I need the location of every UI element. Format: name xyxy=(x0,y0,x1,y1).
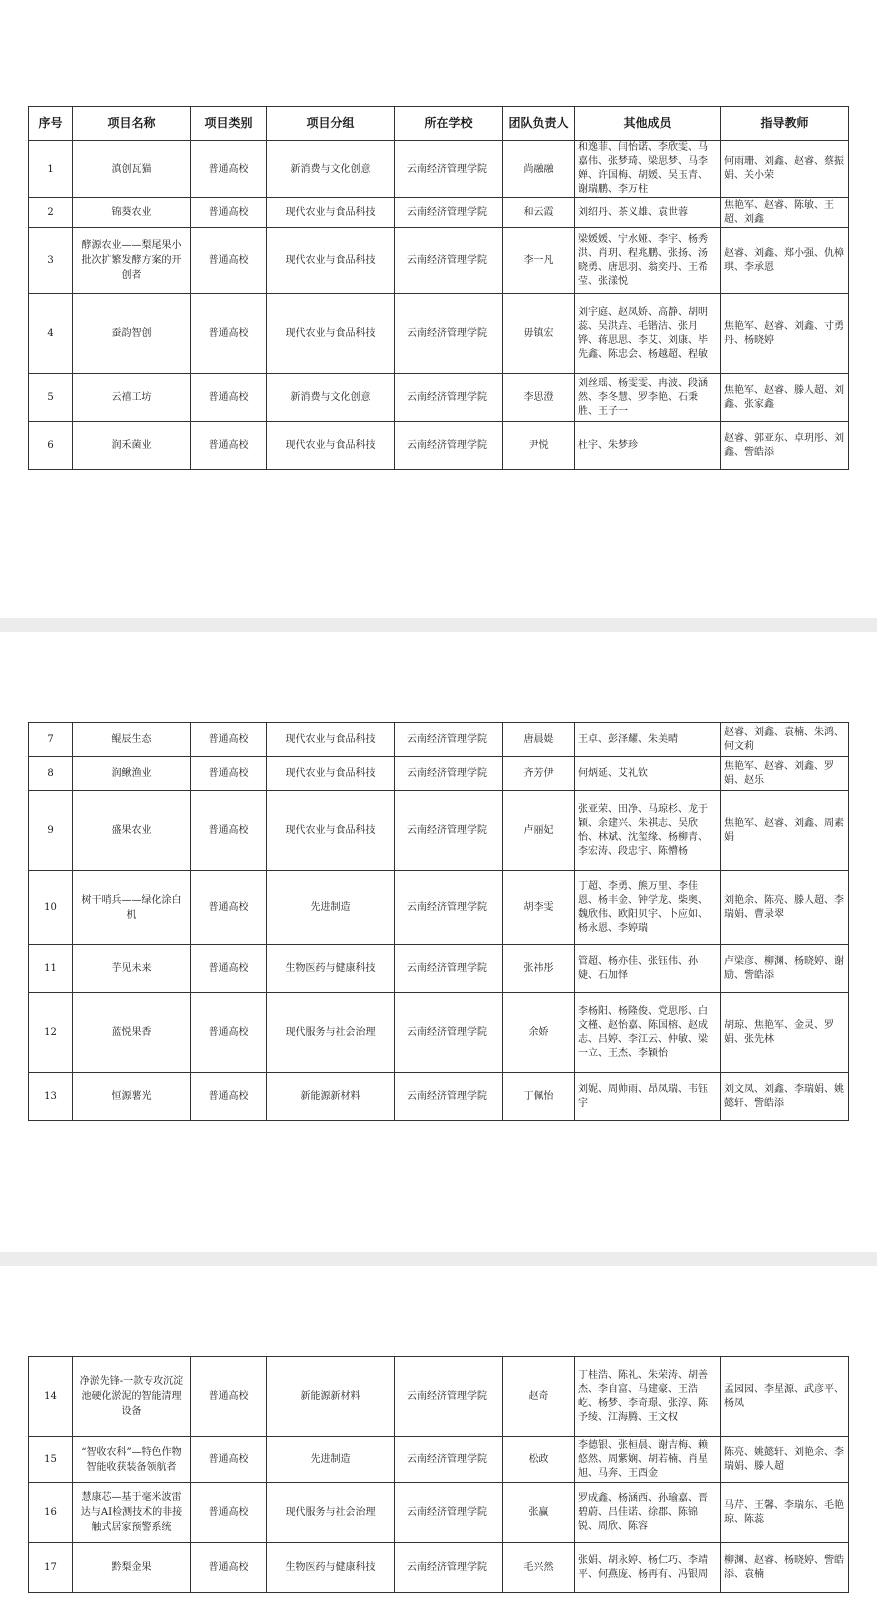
cell-row-number: 8 xyxy=(29,757,73,791)
cell-project-name: 树干哨兵——绿化涂白机 xyxy=(73,871,191,945)
table-page-3 xyxy=(28,1356,849,1593)
cell-advisors: 何雨珊、刘鑫、赵睿、蔡振娟、关小荣 xyxy=(721,141,849,198)
cell-team-leader: 毛兴然 xyxy=(503,1543,575,1593)
cell-school: 云南经济管理学院 xyxy=(395,757,503,791)
cell-team-leader: 胡李雯 xyxy=(503,871,575,945)
cell-project-category: 普通高校 xyxy=(191,945,267,993)
cell-project-category: 普通高校 xyxy=(191,374,267,422)
cell-project-name: 润禾菌业 xyxy=(73,422,191,470)
cell-project-category: 普通高校 xyxy=(191,422,267,470)
cell-project-category: 普通高校 xyxy=(191,871,267,945)
cell-team-leader: 尚融融 xyxy=(503,141,575,198)
cell-team-leader: 张赢 xyxy=(503,1483,575,1543)
cell-project-group: 先进制造 xyxy=(267,871,395,945)
cell-project-group: 新消费与文化创意 xyxy=(267,141,395,198)
cell-project-category: 普通高校 xyxy=(191,1437,267,1483)
table-row xyxy=(29,228,849,294)
cell-other-members: 丁超、李勇、熊万里、李佳恩、杨丰金、钟学龙、柴奥、魏欣伟、欧阳贝宇、卜应如、杨永恩、李婷瑞 xyxy=(575,871,721,945)
table-row xyxy=(29,723,849,757)
cell-project-group: 现代农业与食品科技 xyxy=(267,791,395,871)
header-other-members: 其他成员 xyxy=(575,107,721,141)
table-row xyxy=(29,141,849,198)
cell-project-name: 鲲辰生态 xyxy=(73,723,191,757)
cell-school: 云南经济管理学院 xyxy=(395,1483,503,1543)
cell-row-number: 1 xyxy=(29,141,73,198)
cell-team-leader: 余娇 xyxy=(503,993,575,1073)
cell-advisors: 卢梁彦、柳渊、杨晓婷、谢励、訾皓添 xyxy=(721,945,849,993)
cell-row-number: 13 xyxy=(29,1073,73,1121)
cell-project-group: 新能源新材料 xyxy=(267,1357,395,1437)
page-separator-2 xyxy=(0,1252,877,1266)
cell-other-members: 李杨阳、杨隆俊、党思彤、白文槿、赵怡嘉、陈国榕、赵成志、吕婷、李江云、仲敏、梁一立、王杰、李颖怡 xyxy=(575,993,721,1073)
header-team-leader: 团队负责人 xyxy=(503,107,575,141)
table-row xyxy=(29,1357,849,1437)
cell-other-members: 梁媛媛、宁水娅、李宇、杨秀洪、肖玥、程兆鹏、张扬、汤晓勇、唐思羽、翁奕丹、王希莹、张漾悦 xyxy=(575,228,721,294)
cell-team-leader: 尹悦 xyxy=(503,422,575,470)
cell-row-number: 16 xyxy=(29,1483,73,1543)
cell-project-name: “智收农科”—特色作物智能收获装备领航者 xyxy=(73,1437,191,1483)
cell-school: 云南经济管理学院 xyxy=(395,1543,503,1593)
cell-other-members: 罗成鑫、杨涵西、孙瑜嘉、晋碧蔚、吕佳诺、徐郡、陈锦锐、周欣、陈容 xyxy=(575,1483,721,1543)
cell-school: 云南经济管理学院 xyxy=(395,1073,503,1121)
cell-project-group: 生物医药与健康科技 xyxy=(267,1543,395,1593)
cell-project-category: 普通高校 xyxy=(191,198,267,228)
cell-advisors: 刘艳余、陈亮、滕人超、李瑞娟、曹录翠 xyxy=(721,871,849,945)
cell-school: 云南经济管理学院 xyxy=(395,1357,503,1437)
cell-advisors: 焦艳军、赵睿、刘鑫、寸勇丹、杨晓婷 xyxy=(721,294,849,374)
cell-team-leader: 丁佩怡 xyxy=(503,1073,575,1121)
table-row xyxy=(29,871,849,945)
header-row-number: 序号 xyxy=(29,107,73,141)
cell-project-category: 普通高校 xyxy=(191,294,267,374)
cell-advisors: 陈亮、姚懿轩、刘艳余、李瑞娟、滕人超 xyxy=(721,1437,849,1483)
cell-project-name: 锦葵农业 xyxy=(73,198,191,228)
cell-project-name: 芋见未来 xyxy=(73,945,191,993)
cell-other-members: 和逸菲、闫怡诺、李欣雯、马嘉伟、张梦琦、梁思梦、马李婵、许国梅、胡媛、吴玉青、谢瑞鹏、李万柱 xyxy=(575,141,721,198)
cell-advisors: 孟园园、李星源、武彦平、杨凤 xyxy=(721,1357,849,1437)
cell-advisors: 胡琼、焦艳军、金灵、罗娟、张先林 xyxy=(721,993,849,1073)
cell-project-category: 普通高校 xyxy=(191,1357,267,1437)
cell-project-name: 酵源农业——梨尾果小批次扩繁发酵方案的开创者 xyxy=(73,228,191,294)
cell-project-name: 蚕韵智创 xyxy=(73,294,191,374)
cell-other-members: 刘丝瑶、杨雯雯、冉波、段涵然、李冬慧、罗李艳、石秉胜、王子一 xyxy=(575,374,721,422)
cell-team-leader: 和云霞 xyxy=(503,198,575,228)
cell-project-group: 新消费与文化创意 xyxy=(267,374,395,422)
table-page-1 xyxy=(28,106,849,470)
cell-other-members: 刘宇庭、赵凤娇、高静、胡明蕊、吴洪垚、毛锴洁、张月铧、蒋思思、李艾、刘康、毕先鑫、陈忠会、杨越超、程敏 xyxy=(575,294,721,374)
cell-school: 云南经济管理学院 xyxy=(395,141,503,198)
cell-other-members: 杜宇、朱梦珍 xyxy=(575,422,721,470)
cell-project-name: 慧康芯—基于毫米波雷达与AI检测技术的非接触式居家预警系统 xyxy=(73,1483,191,1543)
table-row xyxy=(29,1073,849,1121)
cell-project-category: 普通高校 xyxy=(191,228,267,294)
table-row xyxy=(29,422,849,470)
cell-row-number: 10 xyxy=(29,871,73,945)
cell-other-members: 管超、杨亦佳、张钰伟、孙婕、石加怿 xyxy=(575,945,721,993)
cell-project-name: 蓝悦果香 xyxy=(73,993,191,1073)
cell-row-number: 17 xyxy=(29,1543,73,1593)
cell-school: 云南经济管理学院 xyxy=(395,294,503,374)
header-project-category: 项目类别 xyxy=(191,107,267,141)
cell-project-name: 净淤先锋-一款专攻沉淀池硬化淤泥的智能清理设备 xyxy=(73,1357,191,1437)
cell-project-group: 现代服务与社会治理 xyxy=(267,1483,395,1543)
cell-project-category: 普通高校 xyxy=(191,993,267,1073)
cell-project-category: 普通高校 xyxy=(191,1483,267,1543)
cell-row-number: 11 xyxy=(29,945,73,993)
cell-team-leader: 齐芳伊 xyxy=(503,757,575,791)
cell-team-leader: 赵奇 xyxy=(503,1357,575,1437)
cell-team-leader: 李思澄 xyxy=(503,374,575,422)
table-row xyxy=(29,993,849,1073)
cell-row-number: 5 xyxy=(29,374,73,422)
cell-advisors: 柳渊、赵睿、杨晓婷、訾皓添、袁楠 xyxy=(721,1543,849,1593)
cell-school: 云南经济管理学院 xyxy=(395,198,503,228)
cell-advisors: 赵睿、刘鑫、郑小强、仇樟琪、李承恩 xyxy=(721,228,849,294)
cell-project-category: 普通高校 xyxy=(191,723,267,757)
cell-project-name: 润鳅渔业 xyxy=(73,757,191,791)
cell-project-category: 普通高校 xyxy=(191,791,267,871)
cell-row-number: 12 xyxy=(29,993,73,1073)
cell-project-category: 普通高校 xyxy=(191,141,267,198)
cell-school: 云南经济管理学院 xyxy=(395,945,503,993)
cell-advisors: 焦艳军、赵睿、刘鑫、周素娟 xyxy=(721,791,849,871)
cell-row-number: 4 xyxy=(29,294,73,374)
cell-advisors: 赵睿、郭亚东、卓玥彤、刘鑫、訾皓添 xyxy=(721,422,849,470)
table-page-2 xyxy=(28,722,849,1121)
table-row xyxy=(29,374,849,422)
table-row xyxy=(29,791,849,871)
cell-project-group: 现代农业与食品科技 xyxy=(267,723,395,757)
cell-school: 云南经济管理学院 xyxy=(395,228,503,294)
cell-project-name: 黔梨金果 xyxy=(73,1543,191,1593)
cell-other-members: 刘妮、周帅雨、昂凤瑞、韦钰宇 xyxy=(575,1073,721,1121)
cell-project-category: 普通高校 xyxy=(191,1073,267,1121)
table-row xyxy=(29,945,849,993)
page-separator-1 xyxy=(0,618,877,632)
cell-team-leader: 李一凡 xyxy=(503,228,575,294)
cell-advisors: 焦艳军、赵睿、滕人超、刘鑫、张家鑫 xyxy=(721,374,849,422)
cell-advisors: 焦艳军、赵睿、陈敏、王超、刘鑫 xyxy=(721,198,849,228)
cell-school: 云南经济管理学院 xyxy=(395,791,503,871)
cell-other-members: 丁桂浩、陈礼、朱荣涛、胡善杰、李自富、马建豪、王浩屹、杨梦、李奇璟、张淳、陈予绫、江海腾、王文权 xyxy=(575,1357,721,1437)
table-row xyxy=(29,294,849,374)
cell-other-members: 张亚荣、田净、马琼杉、龙于颖、余建兴、朱祺志、吴欣怡、林斌、沈玺缘、杨柳青、李宏涛、段忠宇、陈懵杨 xyxy=(575,791,721,871)
table-row xyxy=(29,1437,849,1483)
cell-advisors: 刘文凤、刘鑫、李瑞娟、姚懿轩、訾皓添 xyxy=(721,1073,849,1121)
cell-project-category: 普通高校 xyxy=(191,1543,267,1593)
cell-advisors: 赵睿、刘鑫、袁楠、朱鸿、何文莉 xyxy=(721,723,849,757)
cell-project-name: 云禧工坊 xyxy=(73,374,191,422)
table-row xyxy=(29,757,849,791)
cell-school: 云南经济管理学院 xyxy=(395,723,503,757)
cell-team-leader: 卢丽妃 xyxy=(503,791,575,871)
header-advisors: 指导教师 xyxy=(721,107,849,141)
cell-project-group: 新能源新材料 xyxy=(267,1073,395,1121)
cell-project-group: 生物医药与健康科技 xyxy=(267,945,395,993)
table-row xyxy=(29,198,849,228)
cell-other-members: 李德银、张桓晨、谢吉梅、赖悠然、周紫娴、胡若楠、肖星旭、马奔、王酉金 xyxy=(575,1437,721,1483)
header-school: 所在学校 xyxy=(395,107,503,141)
cell-project-group: 现代农业与食品科技 xyxy=(267,198,395,228)
cell-row-number: 3 xyxy=(29,228,73,294)
table-row xyxy=(29,1483,849,1543)
cell-row-number: 2 xyxy=(29,198,73,228)
cell-other-members: 张娟、胡永婷、杨仁巧、李靖平、何燕庞、杨再有、冯银周 xyxy=(575,1543,721,1593)
cell-school: 云南经济管理学院 xyxy=(395,422,503,470)
cell-project-group: 先进制造 xyxy=(267,1437,395,1483)
cell-team-leader: 毋镇宏 xyxy=(503,294,575,374)
cell-advisors: 马芹、王馨、李瑞东、毛艳琼、陈蕊 xyxy=(721,1483,849,1543)
cell-row-number: 6 xyxy=(29,422,73,470)
cell-team-leader: 松政 xyxy=(503,1437,575,1483)
table-header-row xyxy=(29,107,849,141)
cell-team-leader: 唐晨媞 xyxy=(503,723,575,757)
cell-project-group: 现代农业与食品科技 xyxy=(267,757,395,791)
cell-other-members: 刘绍丹、茶义雄、袁世蓉 xyxy=(575,198,721,228)
cell-school: 云南经济管理学院 xyxy=(395,1437,503,1483)
cell-project-group: 现代农业与食品科技 xyxy=(267,422,395,470)
cell-row-number: 9 xyxy=(29,791,73,871)
cell-school: 云南经济管理学院 xyxy=(395,871,503,945)
cell-row-number: 15 xyxy=(29,1437,73,1483)
cell-project-group: 现代服务与社会治理 xyxy=(267,993,395,1073)
cell-other-members: 何炳延、艾礼钦 xyxy=(575,757,721,791)
cell-project-group: 现代农业与食品科技 xyxy=(267,294,395,374)
header-project-group: 项目分组 xyxy=(267,107,395,141)
cell-project-category: 普通高校 xyxy=(191,757,267,791)
cell-row-number: 7 xyxy=(29,723,73,757)
header-project-name: 项目名称 xyxy=(73,107,191,141)
cell-school: 云南经济管理学院 xyxy=(395,993,503,1073)
cell-row-number: 14 xyxy=(29,1357,73,1437)
cell-other-members: 王卓、彭泽耀、朱美晴 xyxy=(575,723,721,757)
cell-advisors: 焦艳军、赵睿、刘鑫、罗娟、赵乐 xyxy=(721,757,849,791)
cell-project-group: 现代农业与食品科技 xyxy=(267,228,395,294)
cell-project-name: 恒源薯光 xyxy=(73,1073,191,1121)
cell-team-leader: 张祎彤 xyxy=(503,945,575,993)
cell-project-name: 盛果农业 xyxy=(73,791,191,871)
table-row xyxy=(29,1543,849,1593)
cell-project-name: 滇创瓦猫 xyxy=(73,141,191,198)
cell-school: 云南经济管理学院 xyxy=(395,374,503,422)
